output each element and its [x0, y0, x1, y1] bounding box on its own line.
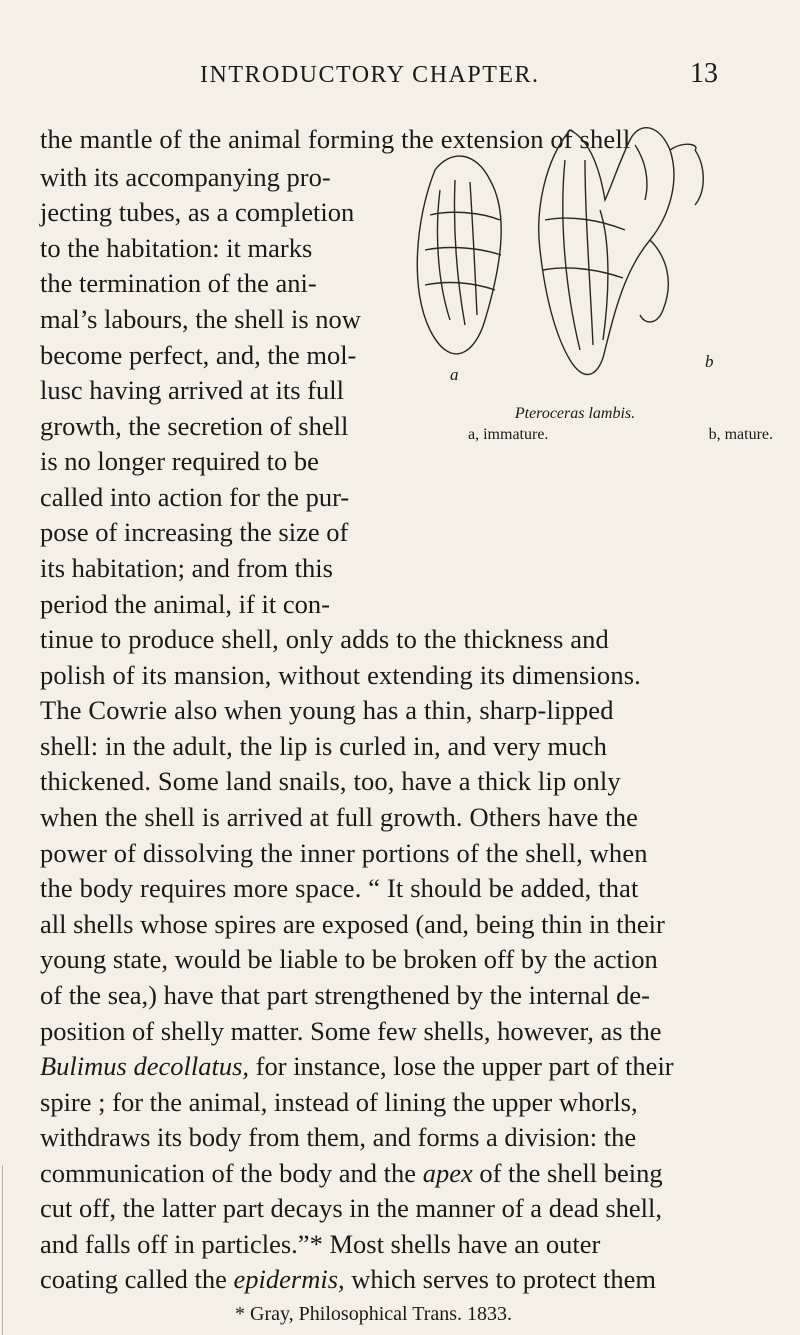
text-line: the mantle of the animal forming the extension of shell — [40, 124, 631, 154]
text-line: and falls off in particles.”* Most shells have an outer — [40, 1229, 601, 1259]
footnote: * Gray, Philosophical Trans. 1833. — [235, 1303, 513, 1325]
figure-label-a: a — [450, 365, 459, 384]
text-line: power of dissolving the inner portions of the shell, when — [40, 838, 648, 868]
text-line: spire ; for the animal, instead of lining the upper whorls, — [40, 1087, 638, 1117]
text-line: withdraws its body from them, and forms a division: the — [40, 1122, 637, 1152]
text-line: period the animal, if it con- — [40, 589, 330, 619]
text-line: called into action for the pur- — [40, 482, 350, 512]
text-line: to the habitation: it marks — [40, 233, 313, 263]
text-line: polish of its mansion, without extending its dimensions. — [40, 660, 641, 690]
text-line: The Cowrie also when young has a thin, sharp-lipped — [40, 695, 614, 725]
figure-label-b: b — [705, 352, 714, 371]
text-line: pose of increasing the size of — [40, 517, 349, 547]
text-line: cut off, the latter part decays in the manner of a dead shell, — [40, 1193, 663, 1223]
text-line: with its accompanying pro- — [40, 162, 331, 192]
text-line: all shells whose spires are exposed (and, being thin in their — [40, 909, 665, 939]
shell-a-outline — [417, 156, 501, 354]
shell-b-outline — [539, 128, 674, 375]
text-line: lusc having arrived at its full — [40, 375, 344, 405]
apex-term: apex — [422, 1158, 473, 1188]
text-line: its habitation; and from this — [40, 553, 333, 583]
epidermis-term: epidermis, — [233, 1264, 345, 1294]
text-line: jecting tubes, as a completion — [40, 197, 355, 227]
text-line: thickened. Some land snails, too, have a thick lip only — [40, 766, 621, 796]
text-line: of the sea,) have that part strengthened by the internal de- — [40, 980, 650, 1010]
text-line: when the shell is arrived at full growth. Others have the — [40, 802, 639, 832]
text-line: is no longer required to be — [40, 446, 319, 476]
text-line: tinue to produce shell, only adds to the thickness and — [40, 624, 609, 654]
shell-figure — [395, 120, 785, 443]
running-head: INTRODUCTORY CHAPTER. — [200, 62, 540, 88]
text-line: communication of the body and the apex of the shell being — [40, 1158, 663, 1188]
text-line: shell: in the adult, the lip is curled in, and very much — [40, 731, 607, 761]
caption-a: a, immature. — [468, 426, 549, 443]
text-line: the termination of the ani- — [40, 268, 317, 298]
text-line: growth, the secretion of shell — [40, 411, 349, 441]
page-edge-line — [2, 1165, 3, 1335]
text-line: coating called the epidermis, which serves to protect them — [40, 1264, 656, 1294]
caption-b: b, mature. — [708, 426, 773, 443]
shell-illustration — [395, 120, 785, 400]
text-line: young state, would be liable to be broken off by the action — [40, 944, 658, 974]
text-line: Bulimus decollatus, for instance, lose the upper part of their — [40, 1051, 674, 1081]
text-line: become perfect, and, the mol- — [40, 340, 357, 370]
text-line: mal’s labours, the shell is now — [40, 304, 361, 334]
species-name: Bulimus decollatus, — [40, 1051, 250, 1081]
page-number: 13 — [690, 58, 718, 89]
text-line: the body requires more space. “ It should be added, that — [40, 873, 639, 903]
text-line: position of shelly matter. Some few shells, however, as the — [40, 1016, 662, 1046]
figure-caption-title: Pteroceras lambis. — [514, 405, 636, 422]
